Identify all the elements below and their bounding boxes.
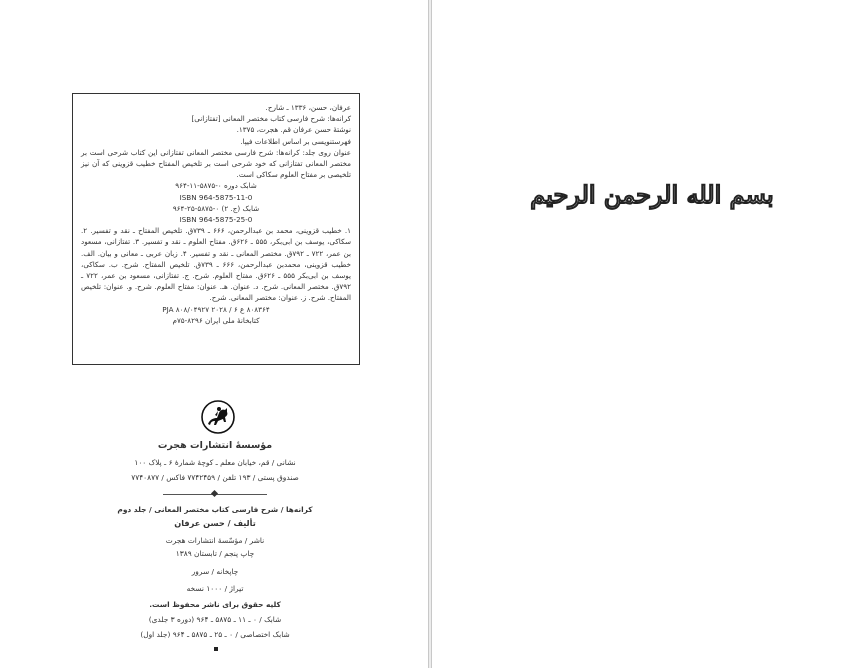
cip-line: عرفان، حسن، ۱۳۳۶ ـ شارح. — [265, 103, 351, 112]
print-run: تیراژ / ۱۰۰۰ نسخه — [186, 584, 244, 593]
rights-notice: کلیه حقوق برای ناشر محفوظ است. — [149, 600, 281, 609]
cip-line: شابک (ج. ۲) ۰-۵۸۷۵-۲۵-۹۶۴ — [172, 203, 260, 213]
publisher-name: مؤسسهٔ انتشارات هجرت — [157, 440, 273, 451]
cip-line: ۸۰۸۳۶۴ ع ۶ / ۲۰۲۸ PJA ۸۰۸/۰۴۹۲۷ — [162, 304, 270, 314]
cip-line: شابک دوره ۰-۵۸۷۵-۱۱-۹۶۴ — [175, 181, 257, 191]
cip-line: ISBN 964-5875-11-0 — [179, 192, 253, 202]
printer: چاپخانه / سرور — [191, 567, 239, 576]
cip-line: ISBN 964-5875-25-0 — [179, 215, 253, 225]
isbn-set: شابک / ۰ ـ ۱۱ ـ ۵۸۷۵ ـ ۹۶۴ (دوره ۳ جلدی) — [148, 615, 282, 624]
book-title: کرانه‌ها / شرح فارسی کتاب مختصر المعانی / جلد دوم — [117, 505, 313, 514]
left-page — [0, 0, 428, 668]
end-mark — [214, 647, 218, 651]
cip-line: نوشتهٔ حسن عرفان قم. هجرت، ۱۳۷۵. — [236, 125, 351, 135]
cip-line: کتابخانهٔ ملی ایران ۸۲۹۶-۷۵م — [172, 315, 260, 325]
publisher-address: نشانی / قم، خیابان معلم ـ کوچهٔ شمارهٔ ۶ ـ پلاک ۱۰۰ — [134, 458, 296, 467]
right-page — [432, 0, 860, 668]
author: تألیف / حسن عرفان — [174, 518, 256, 528]
divider-diamond — [211, 490, 218, 497]
cataloging-in-publication-box — [72, 93, 360, 365]
cip-line: کرانه‌ها: شرح فارسی کتاب مختصر المعانی [تفتازانی] — [191, 114, 351, 124]
cip-line: عنوان روی جلد: کرانه‌ها: شرح فارسی مختصر المعانی تفتازانی این کتاب شرحی است بر مختصر المعانی تفتازانی که خود شرحی است بر تلخیص المفتاح خطیب قزوینی که آن نیز تلخیصی بر مفتاح العلوم سکاکی است. — [81, 147, 351, 180]
edition: چاپ پنجم / تابستان ۱۳۸۹ — [175, 549, 255, 558]
publisher-contact: صندوق پستی / ۱۹۳ تلفن / ۷۷۴۲۴۵۹ فاکس / ۷۷۴۰۸۷۷ — [131, 473, 299, 482]
bismillah-heading: بسم الله الرحمن الرحیم — [530, 180, 774, 209]
cip-line: ۱. خطیب قزوینی، محمد بن عبدالرحمن، ۶۶۶ ـ ۷۳۹ق. تلخیص المفتاح ـ نقد و تفسیر. ۲. سکاکی، یوسف بن ابی‌بکر، ۵۵۵ ـ ۶۲۶ق. مفتاح العلوم ـ نقد و تفسیر. ۳. تفتازانی، مسعود بن عمر، ۷۲۲ ـ ۷۹۲ق. مختصر المعانی ـ نقد و تفسیر. ۴. زبان عربی ـ معانی و بیان. الف. خطیب قزوینی، محمدبن عبدالرحمن، ۶۶۶ ـ ۷۳۹ق. تلخیص المفتاح. شرح. ب. سکاکی، یوسف بن ابی‌بکر ۵۵۵ ـ ۶۲۶ق. مفتاح العلوم. شرح. ج. تفتازانی، مسعود بن عمر، ۷۲۲ ـ ۷۹۲ق. مختصر المعانی. شرح. د. عنوان. هـ. عنوان: مفتاح العلوم. شرح. و. عنوان: تلخیص المفتاح. شرح. ز. عنوان: مختصر المعانی. شرح. — [81, 226, 351, 303]
isbn-volume: شابک اختصاصی / ۰ ـ ۲۵ ـ ۵۸۷۵ ـ ۹۶۴ (جلد اول) — [140, 630, 290, 639]
publisher-line: ناشر / مؤسّسهٔ انتشارات هجرت — [165, 536, 265, 545]
cip-line: فهرستنویسی بر اساس اطلاعات فیپا. — [240, 136, 351, 146]
horse-rider-emblem-icon — [201, 400, 235, 434]
